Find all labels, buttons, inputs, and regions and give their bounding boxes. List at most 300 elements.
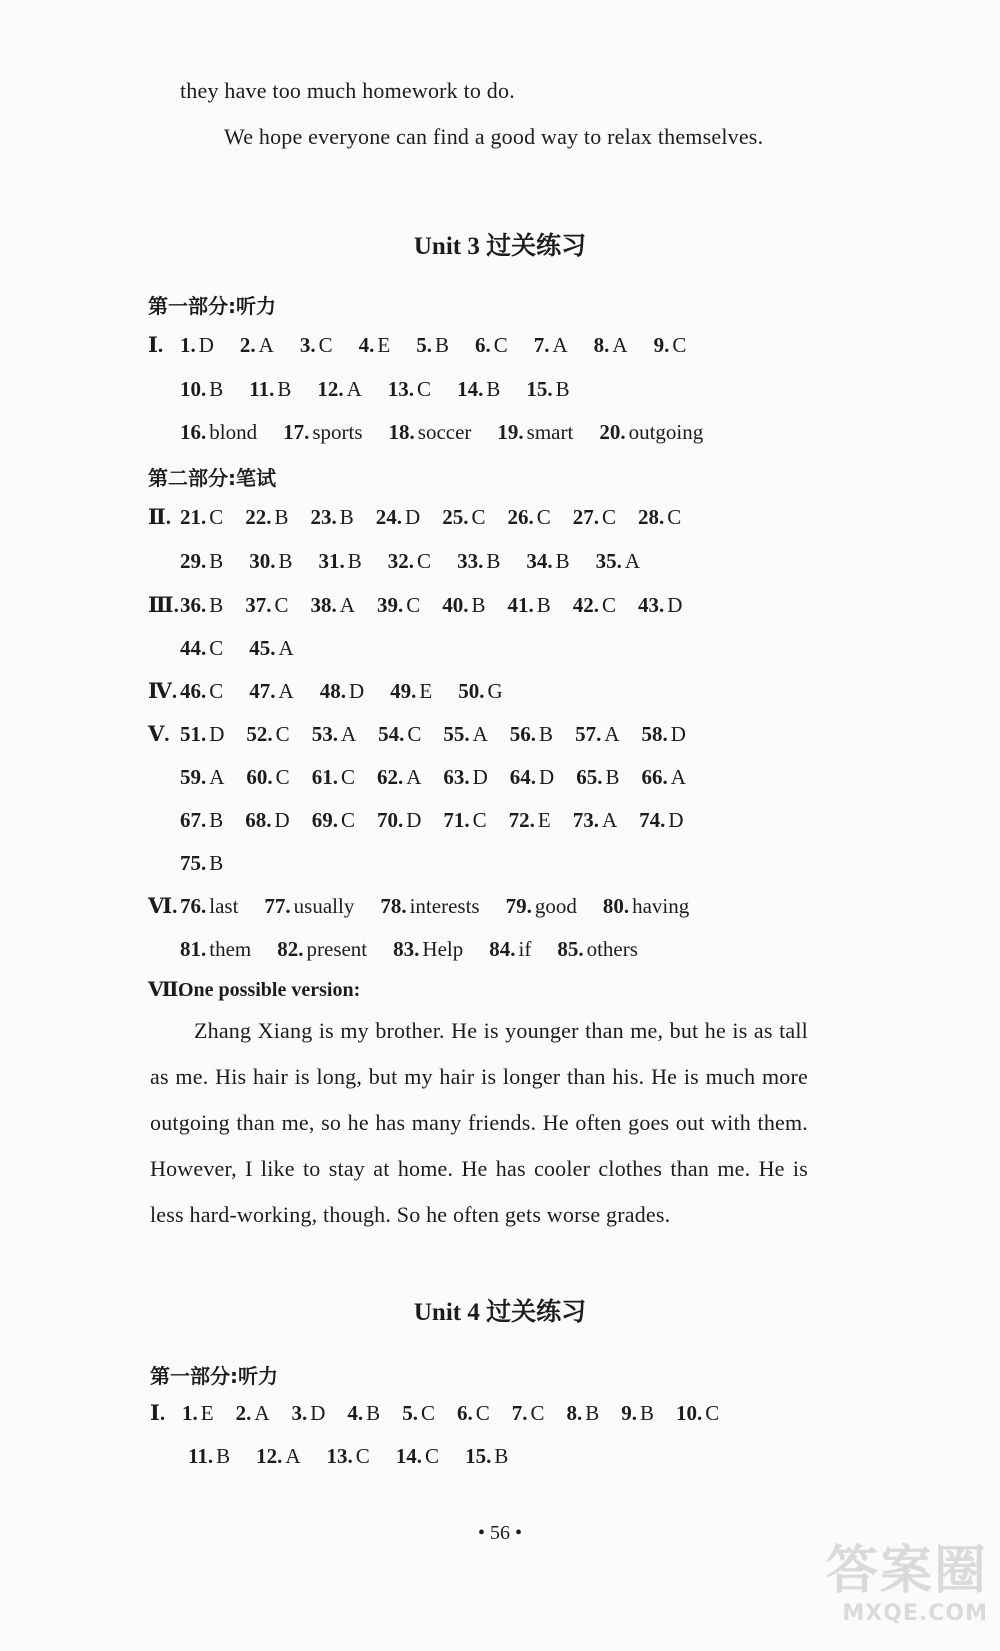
answer-item — [599, 417, 703, 447]
answer-value: A — [472, 722, 488, 746]
answer-value: C — [536, 505, 551, 529]
answer-item — [256, 1441, 300, 1471]
answer-value: A — [346, 377, 362, 401]
answer-value: if — [518, 937, 532, 961]
question-number: 48. — [319, 679, 346, 703]
answer-value: D — [539, 765, 555, 789]
answer-item — [182, 1398, 214, 1428]
answer-value: Help — [422, 937, 464, 961]
answer-value: B — [339, 505, 354, 529]
answer-item — [180, 934, 251, 964]
question-number: 44. — [180, 636, 207, 660]
answer-value: C — [417, 377, 432, 401]
question-number: 59. — [180, 765, 207, 789]
answer-value: smart — [526, 420, 574, 444]
question-number: 77. — [264, 894, 291, 918]
unit3-part1-label: 第一部分:听力 — [148, 294, 276, 318]
answer-item — [654, 330, 687, 360]
answer-value: others — [586, 937, 638, 961]
answer-item — [510, 762, 554, 792]
question-number: 81. — [180, 937, 207, 961]
answer-value: C — [471, 505, 486, 529]
answer-value: C — [209, 636, 224, 660]
question-number: 64. — [509, 765, 537, 789]
question-number: 42. — [572, 593, 599, 617]
answer-value: C — [475, 1401, 490, 1425]
answer-item — [507, 502, 550, 532]
answer-item — [249, 546, 292, 576]
question-number: 68. — [245, 808, 272, 832]
watermark — [798, 1541, 988, 1641]
answer-item — [458, 676, 502, 706]
question-number: 5. — [416, 333, 432, 357]
answer-value: C — [493, 333, 508, 357]
answer-value: B — [471, 593, 486, 617]
question-number: 10. — [180, 377, 207, 401]
section-numeral: Ⅰ. — [148, 333, 164, 357]
answer-item — [180, 633, 223, 663]
question-number: 45. — [249, 636, 276, 660]
answer-item — [603, 891, 689, 921]
question-number: 38. — [310, 593, 337, 617]
answer-item — [573, 805, 617, 835]
question-number: 15. — [465, 1444, 492, 1468]
answer-value: A — [670, 765, 686, 789]
answer-item — [443, 719, 487, 749]
question-number: 35. — [595, 549, 622, 573]
answer-value: B — [539, 722, 554, 746]
answer-value: having — [632, 894, 690, 918]
answer-value: C — [340, 808, 355, 832]
answer-value: B — [209, 593, 224, 617]
answer-row — [148, 719, 708, 749]
answer-item — [639, 805, 683, 835]
question-number: 70. — [376, 808, 404, 832]
answer-value: C — [705, 1401, 720, 1425]
answer-item — [389, 417, 472, 447]
answer-item — [320, 676, 364, 706]
question-number: 66. — [641, 765, 668, 789]
answer-value: usually — [293, 894, 355, 918]
answer-value: A — [601, 808, 618, 832]
question-number: 56. — [509, 722, 537, 746]
answer-item — [497, 417, 573, 447]
section-numeral: Ⅵ. — [148, 894, 178, 918]
question-number: 84. — [489, 937, 516, 961]
answer-value: C — [407, 722, 422, 746]
answer-value: G — [487, 679, 503, 703]
answer-item — [443, 762, 487, 792]
answer-item — [283, 417, 362, 447]
answer-value: D — [670, 722, 686, 746]
answer-item — [396, 1441, 439, 1471]
question-number: 5. — [402, 1401, 418, 1425]
answer-item — [264, 891, 354, 921]
answer-item — [180, 502, 223, 532]
answer-value: sports — [312, 420, 363, 444]
question-number: 57. — [575, 722, 602, 746]
answer-item — [180, 330, 214, 360]
answer-item — [566, 1398, 599, 1428]
answer-value: C — [530, 1401, 545, 1425]
answer-item — [378, 719, 421, 749]
answer-item — [506, 891, 577, 921]
answer-value: B — [494, 1444, 509, 1468]
question-number: 83. — [393, 937, 420, 961]
answer-value: A — [278, 636, 294, 660]
answer-row — [148, 590, 704, 620]
question-number: 9. — [621, 1401, 637, 1425]
answer-item — [676, 1398, 719, 1428]
answer-value: D — [198, 333, 214, 357]
answer-value: B — [366, 1401, 381, 1425]
answer-row — [180, 934, 664, 964]
question-number: 51. — [180, 722, 207, 746]
section-numeral: Ⅶ. — [148, 979, 184, 1001]
answer-value: E — [200, 1401, 214, 1425]
answer-item — [510, 719, 553, 749]
answer-item — [249, 374, 291, 404]
answer-item — [347, 1398, 380, 1428]
question-number: 12. — [317, 377, 344, 401]
question-number: 36. — [180, 593, 207, 617]
question-number: 4. — [358, 333, 375, 357]
answer-value: E — [537, 808, 551, 832]
answer-value: A — [285, 1444, 301, 1468]
answer-item — [249, 633, 293, 663]
question-number: 23. — [310, 505, 337, 529]
answer-value: A — [552, 333, 568, 357]
question-number: 50. — [458, 679, 485, 703]
answer-value: A — [340, 722, 357, 746]
answer-item — [388, 374, 431, 404]
answer-item — [377, 762, 421, 792]
answer-item — [573, 502, 616, 532]
answer-value: B — [585, 1401, 600, 1425]
section-numeral: Ⅳ. — [148, 679, 178, 703]
answer-item — [180, 590, 223, 620]
question-number: 16. — [180, 420, 207, 444]
answer-item — [388, 546, 431, 576]
answer-value: A — [258, 333, 274, 357]
answer-value: B — [434, 333, 449, 357]
question-number: 61. — [311, 765, 338, 789]
answer-item — [249, 676, 293, 706]
question-number: 1. — [182, 1401, 198, 1425]
answer-row — [180, 848, 249, 878]
answer-item — [180, 374, 223, 404]
answer-value: E — [377, 333, 391, 357]
answer-item — [489, 934, 531, 964]
answer-value: A — [612, 333, 628, 357]
intro-text — [180, 68, 805, 160]
intro-paragraph: We hope everyone can find a good way to relax themselves. — [224, 124, 764, 149]
question-number: 55. — [443, 722, 470, 746]
question-number: 58. — [641, 722, 668, 746]
answer-value: D — [406, 808, 422, 832]
answer-value: C — [275, 722, 290, 746]
answer-row — [150, 1398, 741, 1428]
answer-value: A — [406, 765, 422, 789]
question-number: 13. — [326, 1444, 353, 1468]
question-number: 6. — [474, 333, 491, 357]
answer-item — [526, 546, 569, 576]
question-number: 39. — [376, 593, 404, 617]
question-number: 60. — [246, 765, 273, 789]
answer-value: C — [209, 505, 224, 529]
answer-item — [638, 590, 682, 620]
question-number: 73. — [572, 808, 599, 832]
answer-item — [311, 502, 354, 532]
answer-value: C — [425, 1444, 440, 1468]
unit4-title: Unit 4 过关练习 — [413, 1299, 587, 1326]
answer-value: D — [348, 679, 365, 703]
question-number: 24. — [375, 505, 403, 529]
answer-value: B — [209, 377, 224, 401]
question-number: 15. — [526, 377, 553, 401]
question-number: 65. — [576, 765, 603, 789]
answer-value: E — [419, 679, 433, 703]
answer-value: A — [339, 593, 355, 617]
question-number: 43. — [638, 593, 665, 617]
answer-value: B — [277, 377, 292, 401]
answer-item — [359, 330, 391, 360]
unit4-part1-label: 第一部分:听力 — [150, 1364, 278, 1388]
answer-item — [641, 719, 685, 749]
answer-value: B — [486, 377, 501, 401]
answer-item — [416, 330, 449, 360]
answer-value: C — [672, 333, 687, 357]
question-number: 67. — [180, 808, 207, 832]
answer-item — [457, 1398, 490, 1428]
answer-item — [457, 374, 500, 404]
question-number: 53. — [311, 722, 338, 746]
answer-value: C — [602, 593, 617, 617]
question-number: 27. — [572, 505, 599, 529]
answer-item — [594, 330, 628, 360]
answer-value: outgoing — [628, 420, 704, 444]
question-number: 7. — [511, 1401, 528, 1425]
question-number: 85. — [557, 937, 584, 961]
answer-item — [443, 805, 486, 835]
answer-value: A — [254, 1401, 270, 1425]
answer-value: B — [640, 1401, 655, 1425]
question-number: 6. — [456, 1401, 473, 1425]
answer-item — [621, 1398, 654, 1428]
answer-row — [180, 546, 666, 576]
question-number: 52. — [246, 722, 273, 746]
question-number: 30. — [249, 549, 276, 573]
answer-item — [534, 330, 568, 360]
page-number: • 56 • — [477, 1522, 522, 1544]
question-number: 72. — [508, 808, 535, 832]
question-number: 49. — [390, 679, 417, 703]
answer-value: B — [209, 549, 224, 573]
answer-item — [575, 719, 619, 749]
question-number: 8. — [593, 333, 610, 357]
answer-item — [236, 1398, 270, 1428]
answer-value: A — [209, 765, 225, 789]
section-numeral: Ⅰ. — [150, 1401, 166, 1425]
version-label — [148, 977, 360, 1002]
answer-item — [442, 502, 485, 532]
question-number: 71. — [443, 808, 470, 832]
section-numeral: Ⅲ. — [148, 593, 179, 617]
answer-value: B — [555, 549, 570, 573]
answer-item — [180, 546, 223, 576]
answer-value: B — [605, 765, 620, 789]
answer-item — [576, 762, 619, 792]
answer-value: last — [209, 894, 239, 918]
answer-item — [188, 1441, 230, 1471]
answer-row — [148, 891, 715, 921]
question-number: 1. — [180, 333, 196, 357]
question-number: 54. — [378, 722, 405, 746]
answer-row — [180, 805, 706, 835]
answer-value: D — [668, 808, 684, 832]
answer-item — [377, 805, 421, 835]
question-number: 25. — [442, 505, 469, 529]
answer-item — [442, 590, 485, 620]
question-number: 37. — [245, 593, 272, 617]
answer-item — [380, 891, 479, 921]
question-number: 9. — [653, 333, 670, 357]
question-number: 82. — [277, 937, 304, 961]
answer-value: good — [534, 894, 577, 918]
answer-item — [512, 1398, 545, 1428]
answer-value: B — [216, 1444, 231, 1468]
answer-value: A — [624, 549, 641, 573]
question-number: 79. — [505, 894, 532, 918]
answer-value: A — [278, 679, 294, 703]
answer-value: B — [278, 549, 293, 573]
answer-value: B — [209, 808, 224, 832]
question-number: 75. — [180, 851, 207, 875]
question-number: 76. — [180, 894, 207, 918]
question-number: 18. — [388, 420, 415, 444]
answer-item — [557, 934, 638, 964]
question-number: 40. — [442, 593, 469, 617]
question-number: 14. — [395, 1444, 423, 1468]
question-number: 10. — [676, 1401, 703, 1425]
question-number: 31. — [318, 549, 345, 573]
answer-item — [312, 762, 355, 792]
answer-item — [393, 934, 463, 964]
answer-value: blond — [209, 420, 258, 444]
answer-value: C — [472, 808, 487, 832]
answer-item — [509, 805, 551, 835]
unit3-title: Unit 3 过关练习 — [413, 233, 587, 260]
answer-item — [507, 590, 550, 620]
question-number: 17. — [283, 420, 310, 444]
question-number: 26. — [507, 505, 534, 529]
answer-item — [300, 330, 333, 360]
answer-item — [465, 1441, 508, 1471]
question-number: 20. — [599, 420, 626, 444]
answer-value: C — [318, 333, 333, 357]
question-number: 41. — [507, 593, 534, 617]
answer-item — [311, 590, 355, 620]
answer-row — [180, 417, 729, 447]
answer-value: D — [472, 765, 488, 789]
answer-item — [180, 805, 223, 835]
answer-value: C — [406, 593, 421, 617]
answer-value: C — [602, 505, 617, 529]
answer-value: B — [347, 549, 362, 573]
section-numeral: Ⅴ. — [148, 722, 170, 746]
question-number: 21. — [180, 505, 207, 529]
answer-value: B — [486, 549, 501, 573]
answer-item — [277, 934, 367, 964]
question-number: 4. — [347, 1401, 364, 1425]
answer-row — [148, 676, 529, 706]
answer-item — [246, 719, 289, 749]
answer-item — [596, 546, 640, 576]
answer-item — [638, 502, 681, 532]
answer-item — [180, 719, 224, 749]
question-number: 22. — [245, 505, 272, 529]
answer-row — [180, 633, 320, 663]
question-number: 7. — [533, 333, 550, 357]
question-number: 11. — [249, 377, 275, 401]
question-number: 46. — [180, 679, 207, 703]
answer-value: C — [417, 549, 432, 573]
question-number: 19. — [497, 420, 524, 444]
sample-essay — [150, 1008, 808, 1238]
version-label-text: One possible version: — [178, 979, 361, 1001]
question-number: 2. — [235, 1401, 252, 1425]
question-number: 28. — [638, 505, 665, 529]
watermark-logo: 答案圈 — [825, 1541, 988, 1601]
answer-item — [573, 590, 616, 620]
question-number: 29. — [180, 549, 207, 573]
question-number: 33. — [457, 549, 484, 573]
answer-item — [376, 502, 420, 532]
section-numeral: Ⅱ. — [148, 505, 171, 529]
question-number: 80. — [602, 894, 630, 918]
answer-value: C — [340, 765, 355, 789]
answer-value: C — [667, 505, 682, 529]
answer-item — [312, 719, 356, 749]
unit3-part2-label: 第二部分:笔试 — [148, 466, 276, 490]
question-number: 11. — [188, 1444, 214, 1468]
answer-value: C — [420, 1401, 435, 1425]
answer-value: soccer — [417, 420, 472, 444]
question-number: 63. — [443, 765, 470, 789]
answer-row — [188, 1441, 534, 1471]
answer-item — [377, 590, 420, 620]
question-number: 62. — [376, 765, 404, 789]
answer-value: B — [555, 377, 570, 401]
answer-item — [240, 330, 274, 360]
answer-row — [148, 502, 703, 532]
answer-item — [292, 1398, 326, 1428]
answer-item — [180, 417, 257, 447]
answer-value: D — [310, 1401, 326, 1425]
answer-item — [180, 762, 224, 792]
answer-value: B — [536, 593, 551, 617]
answer-value: B — [209, 851, 224, 875]
answer-value: B — [274, 505, 289, 529]
answer-item — [245, 805, 289, 835]
answer-value: D — [274, 808, 290, 832]
question-number: 74. — [639, 808, 666, 832]
answer-item — [245, 590, 288, 620]
answer-item — [180, 676, 223, 706]
answer-value: A — [604, 722, 620, 746]
question-number: 78. — [380, 894, 407, 918]
question-number: 8. — [566, 1401, 583, 1425]
